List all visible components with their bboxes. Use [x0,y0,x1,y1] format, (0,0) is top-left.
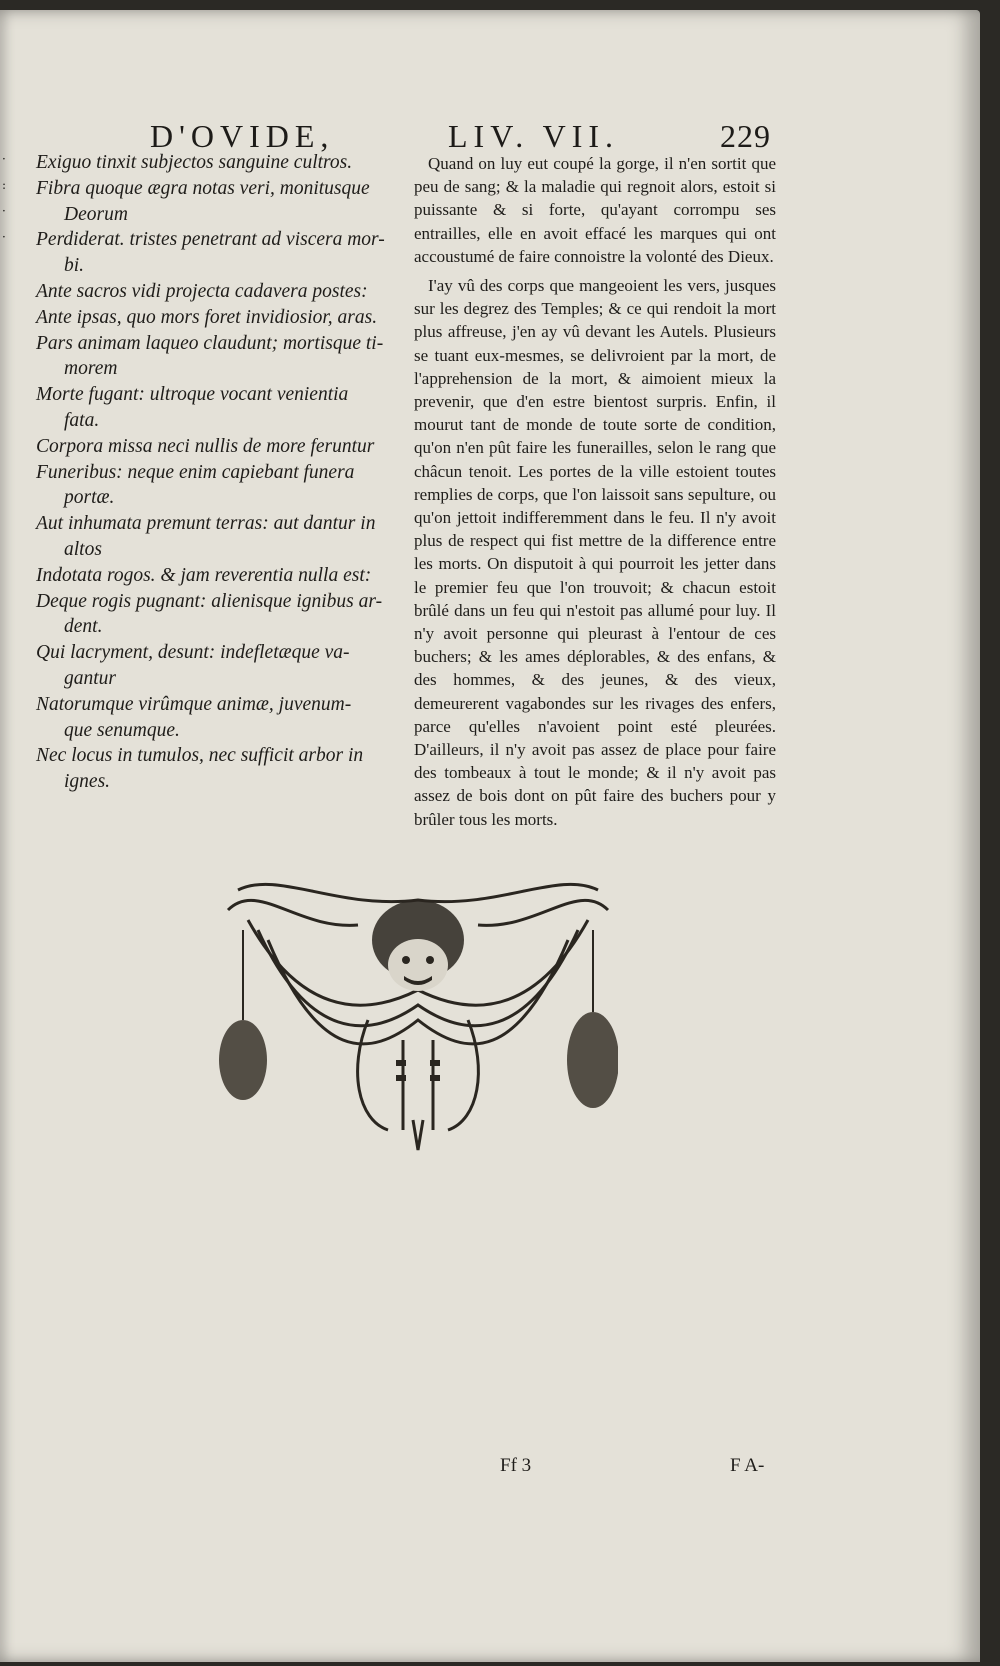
latin-verse-line: Pars animam laqueo claudunt; mortisque ti- [36,332,384,354]
grotesque-mask-ornament-icon [218,870,618,1160]
latin-verse-line: dent. [64,616,103,638]
signature-mark: Ff 3 [500,1455,532,1476]
latin-verse-line: Qui lacryment, desunt: indefletæque va- [36,642,350,664]
latin-verse-line: bi. [64,255,85,277]
latin-verse-line: Nec locus in tumulos, nec sufficit arbor in [36,745,364,767]
gutter-marks [2,146,10,250]
catchword: F A- [730,1455,765,1476]
french-paragraph: Quand on luy eut coupé la gorge, il n'en sortit que peu de sang; & la maladie qui regnoit alors, estoit si puissante & si forte, qu'ayant corrompu ses entrailles, elle en avoit effacé les marques qui ont accoustumé de faire connoistre la volonté des Dieux. [414,154,776,266]
latin-verse-line: gantur [64,667,117,689]
latin-verse-line: fata. [64,409,100,431]
latin-verse-line: Aut inhumata premunt terras: aut dantur in [36,513,376,535]
latin-verse-line: Corpora missa neci nullis de more feruntur [36,435,375,457]
latin-verse-line: Indotata rogos. & jam reverentia nulla est: [36,564,372,586]
latin-verse-line: Perdiderat. tristes penetrant ad viscera mor- [36,229,385,251]
latin-verse-line: portæ. [64,487,115,509]
latin-verse-line: Deorum [64,203,128,225]
gutter-mark: · [2,152,6,166]
latin-verse-line: Deque rogis pugnant: alienisque ignibus ar- [36,590,383,612]
latin-verse-line: morem [64,358,118,380]
latin-verse-column [36,150,396,795]
latin-verse-line: que senumque. [64,719,180,741]
latin-verse-line: Exiguo tinxit subjectos sanguine cultros. [36,152,353,173]
latin-verse-line: Natorumque virûmque animæ, juvenum- [36,693,352,715]
latin-verse-line: Morte fugant: ultroque vocant venientia [36,384,349,406]
header-book: LIV. VII. [448,118,620,154]
gutter-mark: · [2,204,6,218]
latin-verse-line: ignes. [64,771,111,793]
gutter-mark: : [2,178,7,192]
latin-verse-line: Fibra quoque ægra notas veri, monitusque [36,177,370,199]
book-page [0,10,980,1662]
latin-verse-line: Funeribus: neque enim capiebant funera [36,461,355,483]
french-prose-column [414,152,776,837]
page-number: 229 [720,118,771,154]
french-paragraph: I'ay vû des corps que mangeoient les vers, jusques sur les degrez des Temples; & ce qui rendoit la mort plus affreuse, j'en ay vû devant les Autels. Plusieurs se tuant eux-mesmes, se delivroient par la mort, de l'apprehension de la mort, & aimoient mieux la prevenir, que d'en estre bientost surpris. Enfin, il mourut tant de monde de toute sorte de condition, qu'on n'en pût faire les funerailles, selon le rang que châcun tenoit. Les portes de la ville estoient toutes remplies de corps, que l'on laissoit sans sepulture, ou qu'on jettoit indifferemment dans le feu. Il n'y avoit plus de respect qui fist mettre de la difference entre les morts. On disputoit à qui pourroit les jetter dans le premier feu que l'on trouvoit; & chacun estoit brûlé dans un feu qui n'estoit pas allumé pour luy. Il n'y avoit personne qui pleurast à l'entour de ces buchers; & les ames déplorables, & des enfans, & des hommes, & des jeunes, & des vieux, demeurerent vagabondes sur les rivages des enfers, parce qu'elles n'avoient point esté pleurées. D'ailleurs, il n'y avoit pas assez de place pour faire des tombeaux à tout le monde; & il n'y avoit pas assez de bois dont on pût faire des buchers pour y brûler tous les morts. [414,276,776,829]
latin-verse-line: Ante ipsas, quo mors foret invidiosior, aras. [36,306,378,328]
gutter-mark: · [2,230,6,244]
latin-verse-line: altos [64,538,102,560]
latin-verse-line: Ante sacros vidi projecta cadavera postes: [36,280,368,302]
header-author: D'OVIDE, [150,118,335,154]
